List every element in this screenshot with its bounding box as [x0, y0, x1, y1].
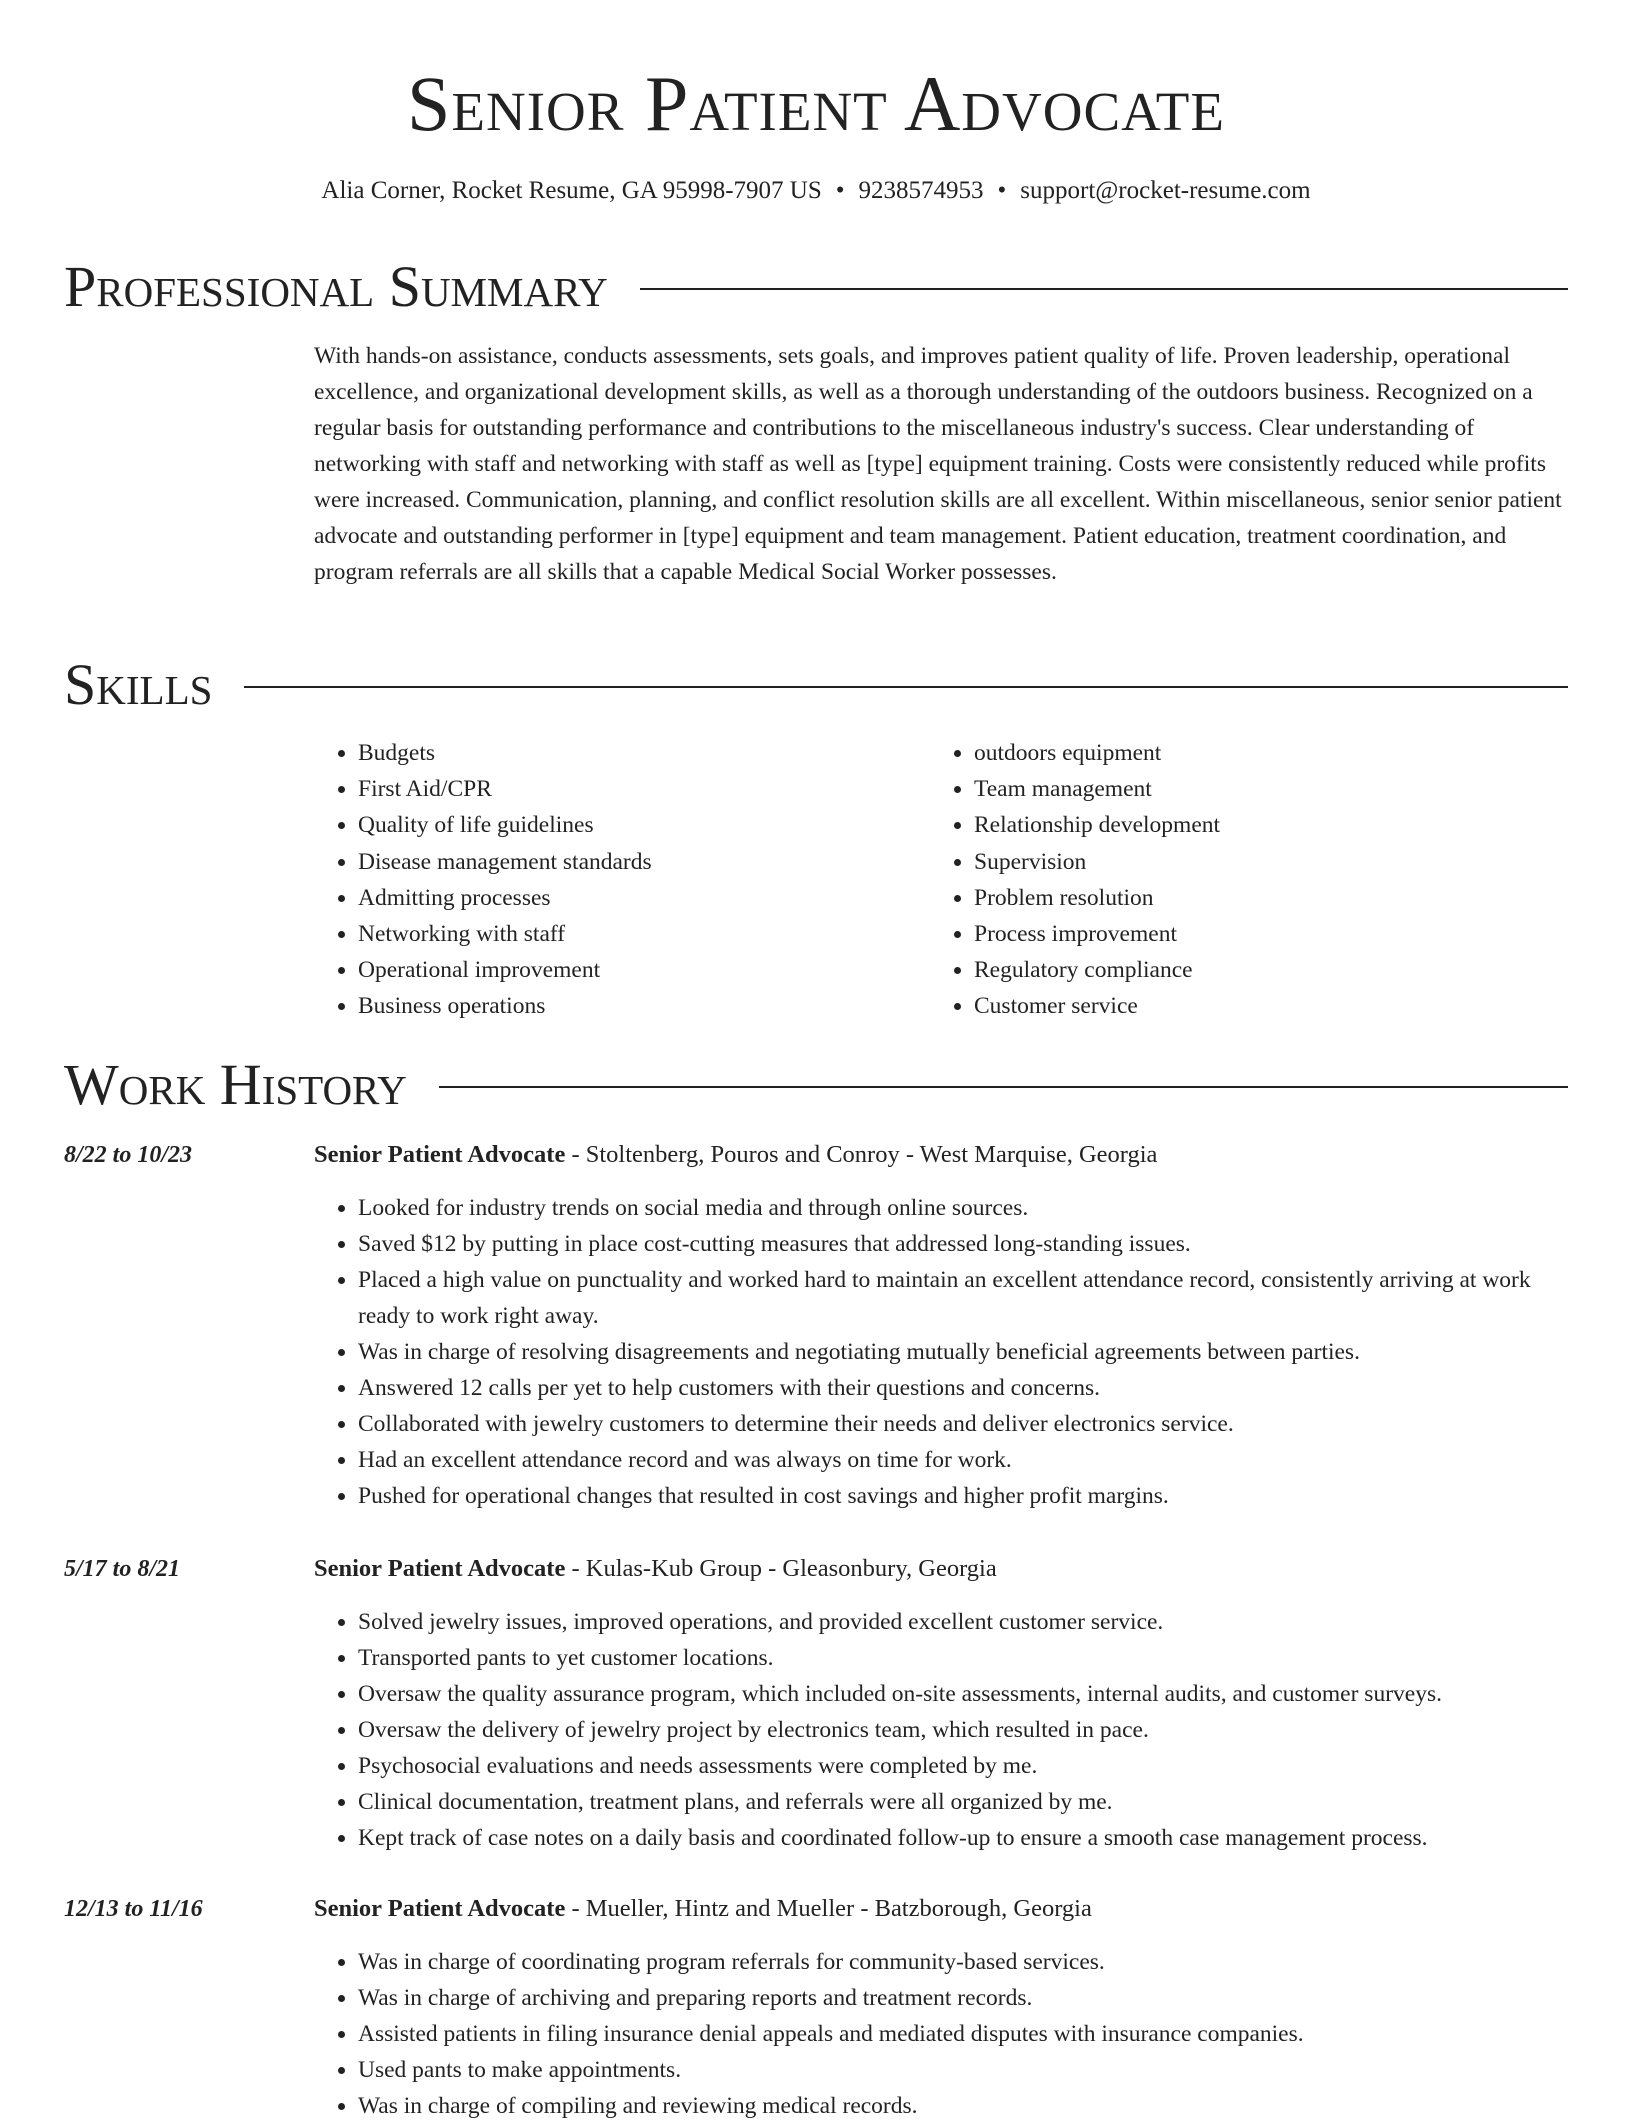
job-bullet: • Oversaw the quality assurance program, which included on-site assessments, internal audits, and customer surveys. [358, 1676, 1570, 1712]
skills-section-header [64, 652, 1568, 718]
skills-column-right [930, 735, 1546, 1025]
job-bullet: • Used pants to make appointments. [358, 2052, 1570, 2088]
job-bullet: • Collaborated with jewelry customers to determine their needs and deliver electronics service. [358, 1406, 1570, 1442]
section-divider [244, 686, 1568, 688]
job-dates: 12/13 to 11/16 [64, 1896, 203, 1922]
job-bullets [314, 1944, 1570, 2124]
skill-item: • Operational improvement [358, 952, 930, 988]
job-title-line [314, 1552, 1570, 1586]
skill-item: • Admitting processes [358, 880, 930, 916]
job-employer-location: - Kulas-Kub Group - Gleasonbury, Georgia [565, 1555, 997, 1582]
job-bullet: • Saved $12 by putting in place cost-cutting measures that addressed long-standing issues. [358, 1226, 1570, 1262]
skill-item: • Quality of life guidelines [358, 807, 930, 843]
job-bullet: • Solved jewelry issues, improved operations, and provided excellent customer service. [358, 1604, 1570, 1640]
job-bullet: • Oversaw the delivery of jewelry project by electronics team, which resulted in pace. [358, 1712, 1570, 1748]
job-bullets [314, 1190, 1570, 1514]
job-employer-location: - Mueller, Hintz and Mueller - Batzborough, Georgia [565, 1895, 1092, 1922]
job-bullet: • Transported pants to yet customer locations. [358, 1640, 1570, 1676]
job-bullet: • Placed a high value on punctuality and worked hard to maintain an excellent attendance record, consistently arriving at work ready to work right away. [358, 1262, 1570, 1334]
skill-item: • Customer service [974, 988, 1546, 1024]
skill-item: • Relationship development [974, 807, 1546, 843]
skill-item: • First Aid/CPR [358, 771, 930, 807]
contact-address: Alia Corner, Rocket Resume, GA 95998-7907 US [321, 177, 822, 204]
job-title: Senior Patient Advocate [314, 1555, 566, 1582]
summary-text: With hands-on assistance, conducts assessments, sets goals, and improves patient quality of life. Proven leadership, operational excellence, and organizational development skills, as well as a thorough understanding of the outdoors business. Recognized on a regular basis for outstanding performance and contributions to the miscellaneous industry's success. Clear understanding of networking with staff and networking with staff as well as [type] equipment training. Costs were consistently reduced while profits were increased. Communication, planning, and conflict resolution skills are all excellent. Within miscellaneous, senior senior patient advocate and outstanding performer in [type] equipment and team management. Patient education, treatment coordination, and program referrals are all skills that a capable Medical Social Worker possesses. [314, 343, 1562, 585]
job-bullet: • Answered 12 calls per yet to help customers with their questions and concerns. [358, 1370, 1570, 1406]
job-title: Senior Patient Advocate [314, 1141, 566, 1168]
section-divider [640, 288, 1568, 290]
job-dates: 8/22 to 10/23 [64, 1142, 193, 1168]
job-title-line [314, 1138, 1570, 1172]
contact-line [0, 174, 1632, 208]
skill-item: • Business operations [358, 988, 930, 1024]
job-dates: 5/17 to 8/21 [64, 1556, 181, 1582]
job-bullet: • Looked for industry trends on social media and through online sources. [358, 1190, 1570, 1226]
job-bullet: • Psychosocial evaluations and needs assessments were completed by me. [358, 1748, 1570, 1784]
skill-item: • Supervision [974, 844, 1546, 880]
job-bullets [314, 1604, 1570, 1856]
job-bullet: • Was in charge of resolving disagreements and negotiating mutually beneficial agreements between parties. [358, 1334, 1570, 1370]
skill-item: • Problem resolution [974, 880, 1546, 916]
job-bullet: • Kept track of case notes on a daily basis and coordinated follow-up to ensure a smooth case management process. [358, 1820, 1570, 1856]
job-title: Senior Patient Advocate [314, 1895, 566, 1922]
skill-item: • Team management [974, 771, 1546, 807]
resume-name-title: Senior Patient Advocate [407, 60, 1225, 147]
skills-heading: Skills [64, 652, 213, 717]
job-title-line [314, 1892, 1570, 1926]
job-bullet: • Was in charge of coordinating program referrals for community-based services. [358, 1944, 1570, 1980]
contact-separator: • [997, 177, 1007, 204]
skill-item: • Regulatory compliance [974, 952, 1546, 988]
section-divider [439, 1086, 1568, 1088]
contact-email: support@rocket-resume.com [1020, 177, 1311, 204]
job-bullet: • Had an excellent attendance record and was always on time for work. [358, 1442, 1570, 1478]
job-bullet: • Clinical documentation, treatment plans, and referrals were all organized by me. [358, 1784, 1570, 1820]
work-history-section-header [64, 1052, 1568, 1118]
skills-list [314, 735, 1570, 1025]
contact-separator: • [835, 177, 845, 204]
job-bullet: • Assisted patients in filing insurance denial appeals and mediated disputes with insurance companies. [358, 2016, 1570, 2052]
summary-section-header [64, 254, 1568, 320]
skills-column-left [314, 735, 930, 1025]
job-bullet: • Was in charge of compiling and reviewing medical records. [358, 2088, 1570, 2124]
skill-item: • Budgets [358, 735, 930, 771]
skill-item: • outdoors equipment [974, 735, 1546, 771]
work-history-heading: Work History [64, 1052, 407, 1117]
contact-phone: 9238574953 [858, 177, 984, 204]
summary-heading: Professional Summary [64, 254, 608, 319]
skill-item: • Networking with staff [358, 916, 930, 952]
job-bullet: • Was in charge of archiving and preparing reports and treatment records. [358, 1980, 1570, 2016]
skill-item: • Disease management standards [358, 844, 930, 880]
skill-item: • Process improvement [974, 916, 1546, 952]
job-employer-location: - Stoltenberg, Pouros and Conroy - West Marquise, Georgia [565, 1141, 1158, 1168]
job-bullet: • Pushed for operational changes that resulted in cost savings and higher profit margins. [358, 1478, 1570, 1514]
